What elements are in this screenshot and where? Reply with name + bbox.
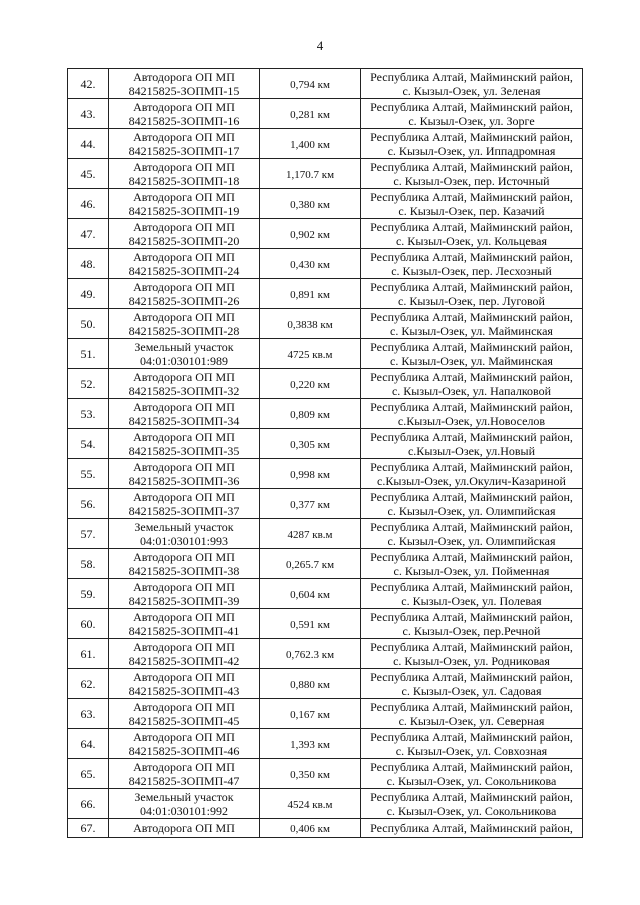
object-size: [260, 729, 361, 759]
object-id-line: 84215825-ЗОПМП-35: [128, 443, 240, 458]
object-address-line: Республика Алтай, Майминский район,: [370, 759, 573, 774]
row-number-text: 47.: [80, 226, 96, 241]
object-size: [260, 399, 361, 429]
object-address-line: Республика Алтай, Майминский район,: [370, 99, 573, 114]
object-size: [260, 609, 361, 639]
table-row: [68, 129, 583, 159]
object-name-line: Автодорога ОП МП: [133, 219, 235, 234]
object-name: [109, 819, 260, 838]
row-number: [68, 429, 109, 459]
table-row: [68, 369, 583, 399]
object-name: [109, 129, 260, 159]
object-address: [361, 729, 583, 759]
table-row: [68, 609, 583, 639]
row-number-text: 42.: [80, 76, 96, 91]
object-address: [361, 159, 583, 189]
object-size-text: 0,350 км: [290, 768, 330, 781]
object-size-text: 0,430 км: [290, 258, 330, 271]
row-number-text: 60.: [80, 616, 96, 631]
object-street-line: с. Кызыл-Озек, ул. Зорге: [408, 113, 535, 128]
object-address-line: Республика Алтай, Майминский район,: [370, 609, 573, 624]
object-id-line: 84215825-ЗОПМП-15: [128, 83, 240, 98]
object-address-line: Республика Алтай, Майминский район,: [370, 429, 573, 444]
object-name: [109, 189, 260, 219]
row-number: [68, 99, 109, 129]
object-size: [260, 579, 361, 609]
object-name: [109, 669, 260, 699]
object-address: [361, 129, 583, 159]
object-size: [260, 249, 361, 279]
row-number: [68, 249, 109, 279]
row-number: [68, 489, 109, 519]
object-street-line: с. Кызыл-Озек, ул. Полевая: [401, 593, 542, 608]
row-number-text: 50.: [80, 316, 96, 331]
table-row: [68, 489, 583, 519]
table-row: [68, 729, 583, 759]
row-number: [68, 369, 109, 399]
object-street-line: с. Кызыл-Озек, пер. Казачий: [398, 203, 545, 218]
table-row: [68, 399, 583, 429]
object-size-text: 0,167 км: [290, 708, 330, 721]
row-number: [68, 159, 109, 189]
table-row: [68, 159, 583, 189]
object-name-line: Земельный участок: [134, 789, 234, 804]
object-address-line: Республика Алтай, Майминский район,: [370, 369, 573, 384]
object-address-line: Республика Алтай, Майминский район,: [370, 249, 573, 264]
object-name: [109, 159, 260, 189]
object-name-line: Автодорога ОП МП: [133, 549, 235, 564]
object-address-line: Республика Алтай, Майминский район,: [370, 189, 573, 204]
table-row: [68, 219, 583, 249]
object-id-line: 84215825-ЗОПМП-39: [128, 593, 240, 608]
row-number-text: 49.: [80, 286, 96, 301]
object-name: [109, 789, 260, 819]
table-row: [68, 699, 583, 729]
object-name: [109, 489, 260, 519]
object-size-text: 0,3838 км: [287, 318, 333, 331]
object-size-text: 0,880 км: [290, 678, 330, 691]
object-id-line: 84215825-ЗОПМП-38: [128, 563, 240, 578]
object-size: [260, 489, 361, 519]
object-address: [361, 219, 583, 249]
row-number: [68, 789, 109, 819]
row-number: [68, 519, 109, 549]
object-name-line: Автодорога ОП МП: [133, 129, 235, 144]
object-name: [109, 639, 260, 669]
object-size-text: 0,762.3 км: [285, 648, 335, 661]
object-name: [109, 309, 260, 339]
row-number-text: 55.: [80, 466, 96, 481]
object-id-line: 84215825-ЗОПМП-18: [128, 173, 240, 188]
object-name: [109, 699, 260, 729]
row-number: [68, 669, 109, 699]
object-id-line: 84215825-ЗОПМП-43: [128, 683, 240, 698]
row-number-text: 56.: [80, 496, 96, 511]
object-size: [260, 279, 361, 309]
object-address-line: Республика Алтай, Майминский район,: [370, 821, 573, 835]
object-id-line: 84215825-ЗОПМП-36: [128, 473, 240, 488]
object-address: [361, 579, 583, 609]
object-name: [109, 399, 260, 429]
object-id-line: 84215825-ЗОПМП-45: [128, 713, 240, 728]
table-row: [68, 249, 583, 279]
object-address-line: Республика Алтай, Майминский район,: [370, 339, 573, 354]
row-number-text: 67.: [80, 821, 96, 835]
object-id-line: 84215825-ЗОПМП-41: [128, 623, 240, 638]
object-size: [260, 519, 361, 549]
object-address: [361, 639, 583, 669]
object-name-line: Автодорога ОП МП: [133, 159, 235, 174]
object-name-line: Автодорога ОП МП: [133, 669, 235, 684]
object-size-text: 0,305 км: [290, 438, 330, 451]
object-id-line: 84215825-ЗОПМП-32: [128, 383, 240, 398]
table-row: [68, 69, 583, 99]
object-id-line: 04:01:030101:989: [139, 353, 228, 368]
object-address-line: Республика Алтай, Майминский район,: [370, 549, 573, 564]
object-name: [109, 459, 260, 489]
object-street-line: с. Кызыл-Озек, пер.Речной: [402, 623, 541, 638]
object-address: [361, 339, 583, 369]
object-id-line: 84215825-ЗОПМП-28: [128, 323, 240, 338]
object-size-text: 4725 кв.м: [287, 348, 333, 361]
object-size-text: 4524 кв.м: [287, 798, 333, 811]
row-number: [68, 399, 109, 429]
table-row: [68, 189, 583, 219]
row-number: [68, 459, 109, 489]
object-size: [260, 459, 361, 489]
object-street-line: с. Кызыл-Озек, пер. Луговой: [398, 293, 545, 308]
object-size: [260, 639, 361, 669]
row-number: [68, 309, 109, 339]
object-name-line: Автодорога ОП МП: [133, 579, 235, 594]
object-size-text: 0,220 км: [290, 378, 330, 391]
object-size-text: 0,809 км: [290, 408, 330, 421]
row-number: [68, 339, 109, 369]
row-number-text: 61.: [80, 646, 96, 661]
object-name-line: Автодорога ОП МП: [133, 309, 235, 324]
object-size: [260, 159, 361, 189]
object-street-line: с. Кызыл-Озек, ул. Иппадромная: [387, 143, 556, 158]
object-address-line: Республика Алтай, Майминский район,: [370, 159, 573, 174]
row-number: [68, 639, 109, 669]
object-id-line: 84215825-ЗОПМП-19: [128, 203, 240, 218]
object-street-line: с. Кызыл-Озек, ул. Северная: [398, 713, 545, 728]
object-id-line: 84215825-ЗОПМП-37: [128, 503, 240, 518]
object-address: [361, 519, 583, 549]
object-name-line: Автодорога ОП МП: [133, 821, 235, 835]
object-address: [361, 399, 583, 429]
object-name: [109, 609, 260, 639]
object-address: [361, 489, 583, 519]
object-name: [109, 579, 260, 609]
object-address-line: Республика Алтай, Майминский район,: [370, 309, 573, 324]
object-id-line: 04:01:030101:993: [139, 533, 228, 548]
object-street-line: с. Кызыл-Озек, ул. Сокольникова: [386, 803, 557, 818]
object-name-line: Автодорога ОП МП: [133, 249, 235, 264]
object-size: [260, 429, 361, 459]
table-row: [68, 99, 583, 129]
object-name-line: Автодорога ОП МП: [133, 429, 235, 444]
row-number-text: 66.: [80, 796, 96, 811]
object-street-line: с. Кызыл-Озек, пер. Источный: [393, 173, 550, 188]
object-size: [260, 219, 361, 249]
row-number-text: 45.: [80, 166, 96, 181]
object-size-text: 0,406 км: [290, 823, 330, 835]
object-name: [109, 339, 260, 369]
object-address-line: Республика Алтай, Майминский район,: [370, 129, 573, 144]
object-address-line: Республика Алтай, Майминский район,: [370, 579, 573, 594]
object-address: [361, 459, 583, 489]
object-name-line: Автодорога ОП МП: [133, 609, 235, 624]
object-size-text: 0,998 км: [290, 468, 330, 481]
table-row: [68, 309, 583, 339]
object-street-line: с.Кызыл-Озек, ул.Новый: [407, 443, 536, 458]
table-row: [68, 819, 583, 838]
table-row: [68, 669, 583, 699]
object-street-line: с. Кызыл-Озек, ул. Олимпийская: [387, 533, 556, 548]
object-size-text: 1,393 км: [290, 738, 330, 751]
object-street-line: с. Кызыл-Озек, ул. Пойменная: [393, 563, 550, 578]
object-id-line: 84215825-ЗОПМП-42: [128, 653, 240, 668]
object-street-line: с. Кызыл-Озек, ул. Кольцевая: [395, 233, 547, 248]
table-row: [68, 429, 583, 459]
object-size-text: 0,377 км: [290, 498, 330, 511]
object-address: [361, 99, 583, 129]
object-street-line: с. Кызыл-Озек, ул. Садовая: [401, 683, 542, 698]
row-number-text: 64.: [80, 736, 96, 751]
object-size-text: 0,891 км: [290, 288, 330, 301]
row-number-text: 58.: [80, 556, 96, 571]
object-size: [260, 819, 361, 838]
object-address-line: Республика Алтай, Майминский район,: [370, 789, 573, 804]
object-address-line: Республика Алтай, Майминский район,: [370, 279, 573, 294]
object-id-line: 84215825-ЗОПМП-47: [128, 773, 240, 788]
object-size-text: 1,170.7 км: [285, 168, 335, 181]
object-street-line: с. Кызыл-Озек, ул. Майминская: [390, 323, 553, 338]
object-name-line: Автодорога ОП МП: [133, 369, 235, 384]
table-row: [68, 759, 583, 789]
object-id-line: 04:01:030101:992: [139, 803, 228, 818]
object-street-line: с. Кызыл-Озек, ул. Совхозная: [395, 743, 548, 758]
row-number: [68, 699, 109, 729]
object-size: [260, 99, 361, 129]
object-address: [361, 819, 583, 838]
object-address-line: Республика Алтай, Майминский район,: [370, 699, 573, 714]
object-name: [109, 249, 260, 279]
object-address: [361, 279, 583, 309]
object-address-line: Республика Алтай, Майминский район,: [370, 69, 573, 84]
object-street-line: с.Кызыл-Озек, ул.Новоселов: [397, 413, 546, 428]
object-address-line: Республика Алтай, Майминский район,: [370, 489, 573, 504]
object-size: [260, 369, 361, 399]
row-number: [68, 579, 109, 609]
object-name: [109, 729, 260, 759]
row-number-text: 48.: [80, 256, 96, 271]
object-address: [361, 309, 583, 339]
object-id-line: 84215825-ЗОПМП-24: [128, 263, 240, 278]
object-size: [260, 129, 361, 159]
object-street-line: с. Кызыл-Озек, ул. Олимпийская: [387, 503, 556, 518]
object-size: [260, 789, 361, 819]
object-name-line: Автодорога ОП МП: [133, 69, 235, 84]
object-address: [361, 669, 583, 699]
object-address-line: Республика Алтай, Майминский район,: [370, 219, 573, 234]
row-number-text: 51.: [80, 346, 96, 361]
table-row: [68, 339, 583, 369]
object-size-text: 0,380 км: [290, 198, 330, 211]
row-number-text: 54.: [80, 436, 96, 451]
object-address-line: Республика Алтай, Майминский район,: [370, 459, 573, 474]
object-street-line: с. Кызыл-Озек, ул. Сокольникова: [386, 773, 557, 788]
object-id-line: 84215825-ЗОПМП-16: [128, 113, 240, 128]
object-address: [361, 699, 583, 729]
object-address: [361, 789, 583, 819]
row-number: [68, 759, 109, 789]
object-name-line: Автодорога ОП МП: [133, 489, 235, 504]
object-id-line: 84215825-ЗОПМП-34: [128, 413, 240, 428]
object-name: [109, 549, 260, 579]
object-address: [361, 69, 583, 99]
object-id-line: 84215825-ЗОПМП-20: [128, 233, 240, 248]
object-size: [260, 339, 361, 369]
object-name-line: Автодорога ОП МП: [133, 759, 235, 774]
object-street-line: с. Кызыл-Озек, ул. Майминская: [390, 353, 553, 368]
page-number: 4: [316, 38, 324, 53]
object-size: [260, 309, 361, 339]
object-name-line: Автодорога ОП МП: [133, 459, 235, 474]
object-address: [361, 759, 583, 789]
object-address-line: Республика Алтай, Майминский район,: [370, 729, 573, 744]
row-number: [68, 129, 109, 159]
object-size: [260, 69, 361, 99]
row-number-text: 53.: [80, 406, 96, 421]
object-name: [109, 99, 260, 129]
object-name: [109, 519, 260, 549]
row-number-text: 62.: [80, 676, 96, 691]
object-id-line: 84215825-ЗОПМП-17: [128, 143, 240, 158]
object-name-line: Земельный участок: [134, 519, 234, 534]
object-name-line: Автодорога ОП МП: [133, 189, 235, 204]
object-address: [361, 549, 583, 579]
object-address-line: Республика Алтай, Майминский район,: [370, 519, 573, 534]
row-number-text: 59.: [80, 586, 96, 601]
row-number: [68, 69, 109, 99]
object-size-text: 0,794 км: [290, 78, 330, 91]
object-address: [361, 369, 583, 399]
object-street-line: с. Кызыл-Озек, ул. Родниковая: [393, 653, 550, 668]
object-address-line: Республика Алтай, Майминский район,: [370, 639, 573, 654]
object-street-line: с.Кызыл-Озек, ул.Окулич-Казариной: [377, 473, 566, 488]
row-number-text: 63.: [80, 706, 96, 721]
row-number: [68, 189, 109, 219]
object-size-text: 4287 кв.м: [287, 528, 333, 541]
object-size: [260, 669, 361, 699]
row-number-text: 52.: [80, 376, 96, 391]
object-size: [260, 189, 361, 219]
row-number: [68, 549, 109, 579]
object-address: [361, 609, 583, 639]
table-row: [68, 639, 583, 669]
row-number-text: 43.: [80, 106, 96, 121]
object-name-line: Автодорога ОП МП: [133, 639, 235, 654]
object-address: [361, 429, 583, 459]
object-address: [361, 249, 583, 279]
object-id-line: 84215825-ЗОПМП-46: [128, 743, 240, 758]
object-street-line: с. Кызыл-Озек, ул. Зеленая: [402, 83, 541, 98]
table-row: [68, 789, 583, 819]
object-id-line: 84215825-ЗОПМП-26: [128, 293, 240, 308]
table-row: [68, 579, 583, 609]
row-number-text: 46.: [80, 196, 96, 211]
row-number: [68, 219, 109, 249]
object-street-line: с. Кызыл-Озек, пер. Лесхозный: [391, 263, 552, 278]
object-name: [109, 69, 260, 99]
registry-body: [68, 69, 583, 838]
object-size: [260, 699, 361, 729]
object-address-line: Республика Алтай, Майминский район,: [370, 669, 573, 684]
table-row: [68, 519, 583, 549]
table-row: [68, 279, 583, 309]
object-name-line: Автодорога ОП МП: [133, 699, 235, 714]
object-name: [109, 369, 260, 399]
object-address: [361, 189, 583, 219]
row-number-text: 44.: [80, 136, 96, 151]
object-address-line: Республика Алтай, Майминский район,: [370, 399, 573, 414]
row-number: [68, 609, 109, 639]
object-size: [260, 549, 361, 579]
row-number: [68, 729, 109, 759]
object-size: [260, 759, 361, 789]
object-name: [109, 759, 260, 789]
object-name-line: Автодорога ОП МП: [133, 99, 235, 114]
object-size-text: 1,400 км: [290, 138, 330, 151]
row-number-text: 65.: [80, 766, 96, 781]
row-number-text: 57.: [80, 526, 96, 541]
row-number: [68, 819, 109, 838]
row-number: [68, 279, 109, 309]
object-name: [109, 279, 260, 309]
object-name: [109, 429, 260, 459]
object-name-line: Земельный участок: [134, 339, 234, 354]
table-row: [68, 459, 583, 489]
object-size-text: 0,265.7 км: [285, 558, 335, 571]
object-name: [109, 219, 260, 249]
object-name-line: Автодорога ОП МП: [133, 399, 235, 414]
object-size-text: 0,591 км: [290, 618, 330, 631]
object-size-text: 0,604 км: [290, 588, 330, 601]
object-street-line: с. Кызыл-Озек, ул. Напалковой: [391, 383, 552, 398]
object-name-line: Автодорога ОП МП: [133, 279, 235, 294]
object-size-text: 0,281 км: [290, 108, 330, 121]
object-name-line: Автодорога ОП МП: [133, 729, 235, 744]
object-size-text: 0,902 км: [290, 228, 330, 241]
table-row: [68, 549, 583, 579]
property-registry-table: [67, 68, 583, 838]
